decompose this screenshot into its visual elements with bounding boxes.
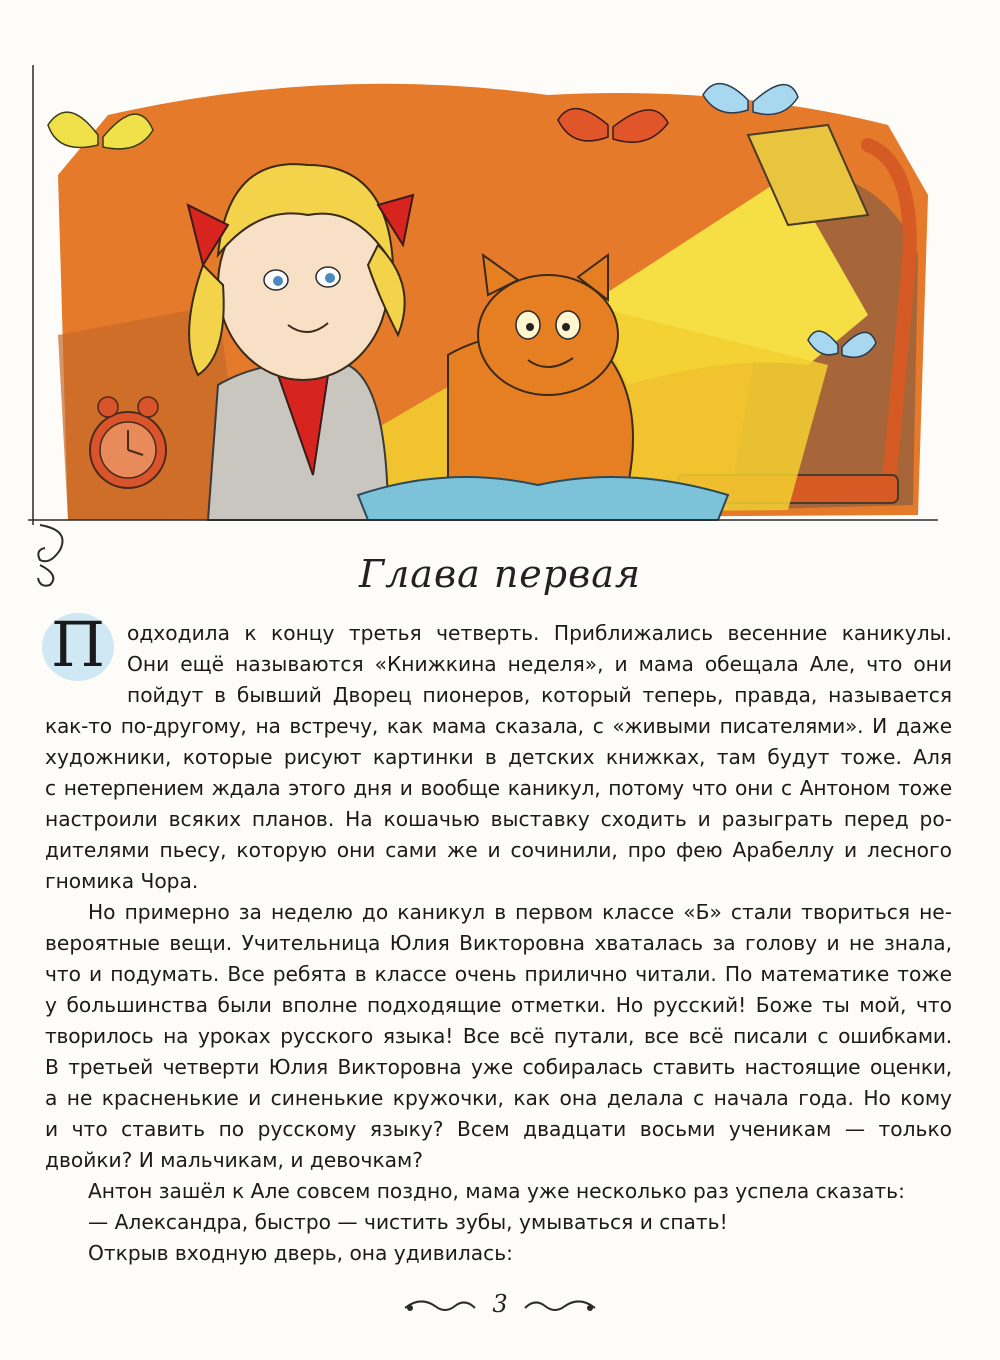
text-line: Они ещё называются «Книжкина неделя», и мама обещала Але, что они — [127, 652, 952, 676]
text-line: пойдут в бывший Дворец пионеров, который теперь, правда, называется — [127, 683, 952, 707]
text-line: В третьей четверти Юлия Викторовна уже собиралась ставить настоящие оценки, — [45, 1055, 952, 1079]
text-line: гномика Чора. — [45, 869, 199, 893]
text-line: Но примерно за неделю до каникул в первом классе «Б» стали твориться не- — [88, 900, 952, 924]
text-line: двойки? И мальчикам, и девочкам? — [45, 1148, 423, 1172]
drop-cap — [38, 605, 118, 685]
text-line: творилось на уроках русского языка! Все всё путали, все всё писали с ошибками. — [45, 1024, 952, 1048]
chapter-title: Глава первая — [358, 552, 642, 596]
open-book — [358, 477, 728, 520]
drop-cap-letter: П — [50, 608, 106, 681]
footer-ornament-right — [520, 1292, 600, 1324]
text-line: — Александра, быстро — чистить зубы, умываться и спать! — [88, 1210, 728, 1234]
page-footer — [0, 1288, 1000, 1328]
text-line: а не красненькие и синенькие кружочки, как она делала с начала года. Но кому — [45, 1086, 952, 1110]
page-number: 3 — [492, 1290, 508, 1318]
text-line: художники, которые рисуют картинки в детских книжках, там будут тоже. Аля — [45, 745, 952, 769]
text-line: и что ставить по русскому языку? Всем двадцати восьми ученикам — только — [45, 1117, 952, 1141]
text-line: у большинства были вполне подходящие отметки. Но русский! Боже ты мой, что — [45, 993, 952, 1017]
footer-ornament-left — [400, 1292, 480, 1324]
text-line: как-то по-другому, на встречу, как мама сказала, с «живыми писателями». И даже — [45, 714, 952, 738]
text-line: дителями пьесу, которую они сами же и сочинили, про фею Арабеллу и лесного — [45, 838, 952, 862]
text-line: одходила к концу третья четверть. Приближались весенние каникулы. — [127, 621, 952, 645]
text-line: Открыв входную дверь, она удивилась: — [88, 1241, 513, 1265]
text-line: с нетерпением ждала этого дня и вообще каникул, потому что они с Антоном тоже — [45, 776, 952, 800]
text-line: Антон зашёл к Але совсем поздно, мама уже несколько раз успела сказать: — [88, 1179, 905, 1203]
text-line: что и подумать. Все ребята в классе очень прилично читали. По математике тоже — [45, 962, 952, 986]
text-line: вероятные вещи. Учительница Юлия Викторовна хваталась за голову и не знала, — [45, 931, 952, 955]
text-line: настроили всяких планов. На кошачью выставку сходить и разыграть перед ро- — [45, 807, 952, 831]
chapter-illustration — [28, 55, 940, 525]
